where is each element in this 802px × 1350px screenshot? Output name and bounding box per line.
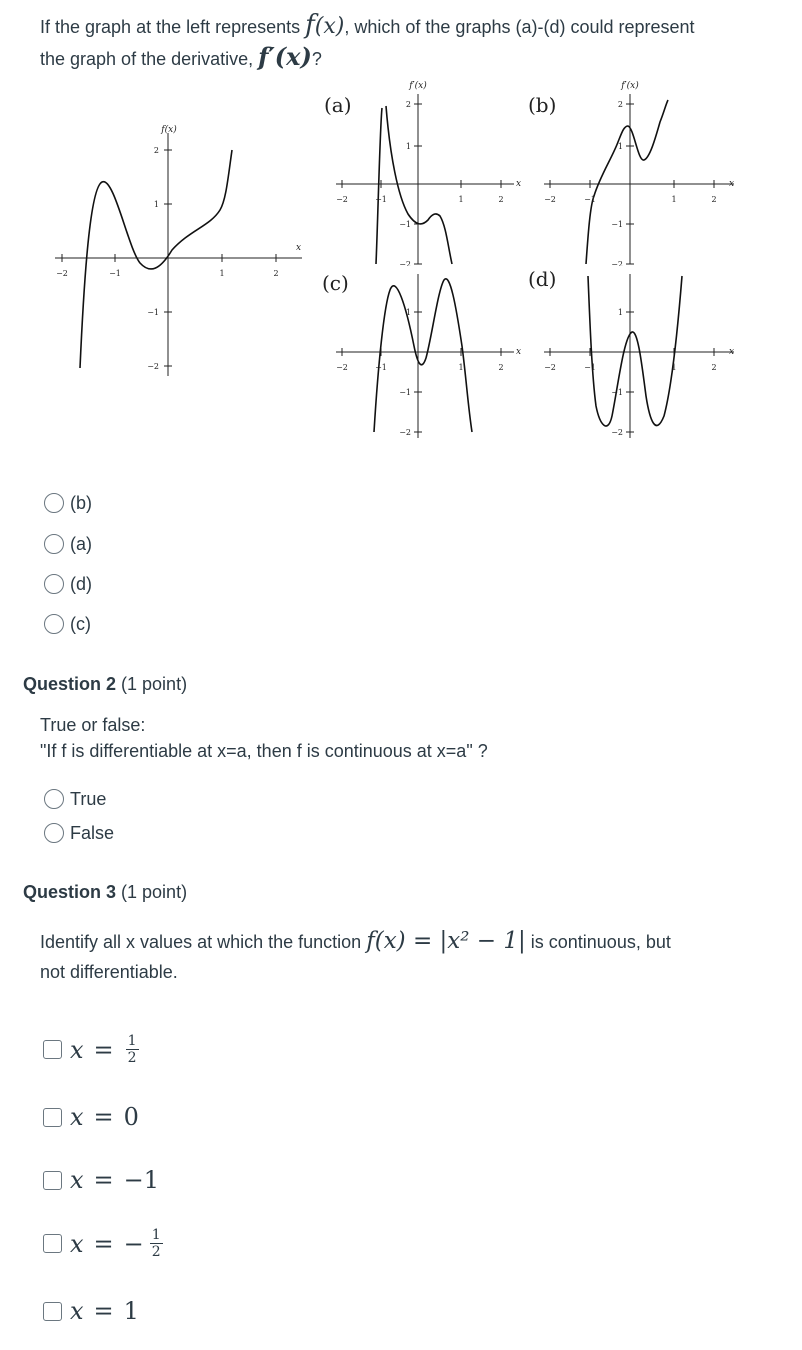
- option-variable: x: [70, 1035, 84, 1064]
- q2-prompt-line2: "If f is differentiable at x=a, then f is continuous at x=a" ?: [40, 741, 488, 761]
- tick-label: 2: [273, 269, 279, 278]
- option-variable: x: [70, 1166, 84, 1194]
- radio-button[interactable]: [44, 789, 64, 809]
- option-sign: −: [123, 1229, 144, 1258]
- tick-label: −1: [147, 308, 159, 317]
- option-value: 1: [123, 1297, 139, 1325]
- tick-label: −1: [611, 388, 623, 397]
- fraction-denominator: 2: [127, 1050, 137, 1066]
- option-fraction: [150, 1228, 163, 1259]
- graph-d-xlabel: x: [729, 347, 735, 357]
- graph-b-ylabel: f′(x): [621, 81, 639, 91]
- option-fraction: [126, 1034, 139, 1065]
- x-axis-label: x: [296, 243, 302, 253]
- question-2-title: Question 2: [23, 674, 117, 694]
- graph-b: [526, 76, 746, 266]
- q3-function-expr: f(x) = |x² − 1|: [366, 928, 526, 954]
- tick-label: −2: [544, 195, 556, 204]
- q1-prompt-fprime: f′(x): [258, 42, 312, 71]
- radio-button[interactable]: [44, 574, 64, 594]
- tick-label: 2: [405, 100, 411, 109]
- tick-label: 1: [405, 308, 411, 317]
- fraction-numerator: 1: [127, 1033, 137, 1049]
- tick-label: 2: [711, 195, 717, 204]
- tick-label: 2: [617, 100, 623, 109]
- q2-prompt-line1: True or false:: [40, 715, 146, 735]
- q1-prompt-text-2: , which of the graphs (a)-(d) could represent: [344, 17, 695, 37]
- graph-b-curve: [586, 100, 668, 264]
- tick-label: −1: [375, 195, 387, 204]
- graph-a-xlabel: x: [516, 179, 522, 189]
- q3-option-x-half[interactable]: [43, 1034, 139, 1065]
- option-value: 0: [123, 1103, 139, 1131]
- question-2-header: [23, 674, 187, 695]
- graph-b-xlabel: x: [729, 179, 735, 189]
- graph-d: [526, 266, 746, 446]
- option-equals: =: [93, 1166, 114, 1194]
- option-label: False: [70, 822, 115, 843]
- tick-label: −2: [336, 363, 348, 372]
- tick-label: −2: [56, 269, 68, 278]
- question-3-points: (1 point): [121, 882, 188, 902]
- option-label: (c): [70, 613, 91, 634]
- option-label: True: [70, 788, 107, 809]
- radio-button[interactable]: [44, 614, 64, 634]
- q1-option-d[interactable]: [44, 571, 92, 597]
- f-curve: [80, 150, 232, 368]
- graph-d-label: (d): [528, 267, 557, 291]
- graph-a-curve: [376, 106, 452, 264]
- tick-label: −2: [399, 260, 411, 266]
- tick-label: 2: [153, 146, 159, 155]
- question-3-prompt: [40, 926, 780, 987]
- q3-option-x-neg-half[interactable]: [43, 1228, 163, 1259]
- question-1-prompt: [40, 10, 780, 74]
- question-3-title: Question 3: [23, 882, 117, 902]
- option-equals: =: [93, 1035, 114, 1064]
- option-label: (a): [70, 533, 92, 554]
- fraction-numerator: 1: [151, 1227, 161, 1243]
- option-label: (d): [70, 573, 92, 594]
- tick-label: 1: [219, 269, 225, 278]
- checkbox[interactable]: [43, 1040, 62, 1059]
- tick-label: 1: [458, 363, 464, 372]
- q2-option-false[interactable]: [44, 820, 114, 846]
- tick-label: 1: [671, 363, 677, 372]
- graph-c-curve: [374, 279, 472, 432]
- option-equals: =: [93, 1229, 114, 1258]
- q1-prompt-end: ?: [311, 49, 322, 69]
- tick-label: −1: [375, 363, 387, 372]
- tick-label: −1: [399, 388, 411, 397]
- tick-label: −1: [584, 195, 596, 204]
- tick-label: −2: [544, 363, 556, 372]
- tick-label: −2: [399, 428, 411, 437]
- question-2-points: (1 point): [121, 674, 188, 694]
- q3-prompt-text-2: is continuous, but: [530, 932, 671, 952]
- option-variable: x: [70, 1297, 84, 1325]
- graph-c-xlabel: x: [516, 347, 522, 357]
- radio-button[interactable]: [44, 534, 64, 554]
- graph-a-label: (a): [324, 93, 352, 117]
- graph-f-label: f(x): [161, 125, 177, 135]
- q1-prompt-text: If the graph at the left represents: [40, 17, 301, 37]
- option-equals: =: [93, 1103, 114, 1131]
- tick-label: −2: [147, 362, 159, 371]
- q1-option-c[interactable]: [44, 611, 91, 637]
- tick-label: −2: [611, 428, 623, 437]
- tick-label: 1: [617, 142, 623, 151]
- tick-label: 1: [405, 142, 411, 151]
- q2-option-true[interactable]: [44, 786, 106, 812]
- checkbox[interactable]: [43, 1108, 62, 1127]
- q3-option-x-one[interactable]: [43, 1297, 139, 1325]
- graph-f: [40, 118, 320, 383]
- tick-label: 2: [498, 195, 504, 204]
- graph-a-ylabel: f′(x): [409, 81, 427, 91]
- tick-label: −1: [109, 269, 121, 278]
- q1-prompt-line2: the graph of the derivative,: [40, 49, 254, 69]
- tick-label: −2: [336, 195, 348, 204]
- checkbox[interactable]: [43, 1234, 62, 1253]
- tick-label: 2: [498, 363, 504, 372]
- checkbox[interactable]: [43, 1302, 62, 1321]
- option-label: (b): [70, 492, 92, 513]
- fraction-denominator: 2: [151, 1244, 161, 1260]
- q1-option-a[interactable]: [44, 531, 92, 557]
- option-value: −1: [123, 1166, 160, 1194]
- tick-label: 1: [617, 308, 623, 317]
- graph-a: [318, 76, 538, 266]
- tick-label: −1: [584, 363, 596, 372]
- q3-prompt-line2: not differentiable.: [40, 962, 178, 982]
- radio-button[interactable]: [44, 823, 64, 843]
- option-variable: x: [70, 1103, 84, 1131]
- option-equals: =: [93, 1297, 114, 1325]
- q1-prompt-x: (x): [314, 14, 345, 39]
- question-2-prompt: [40, 710, 488, 766]
- checkbox[interactable]: [43, 1171, 62, 1190]
- tick-label: −1: [399, 220, 411, 229]
- q3-prompt-text: Identify all x values at which the function: [40, 932, 362, 952]
- q1-prompt-f: f: [305, 10, 315, 40]
- tick-label: 2: [711, 363, 717, 372]
- option-variable: x: [70, 1229, 84, 1258]
- q3-option-x-zero[interactable]: [43, 1103, 139, 1131]
- radio-button[interactable]: [44, 493, 64, 513]
- tick-label: 1: [458, 195, 464, 204]
- tick-label: 1: [153, 200, 159, 209]
- graph-b-label: (b): [528, 93, 557, 117]
- graph-c: [318, 266, 538, 446]
- q1-option-b[interactable]: [44, 490, 92, 516]
- question-3-header: [23, 882, 187, 903]
- tick-label: −1: [611, 220, 623, 229]
- graph-c-label: (c): [322, 271, 349, 295]
- q3-option-x-neg-one[interactable]: [43, 1166, 159, 1194]
- tick-label: −2: [611, 260, 623, 266]
- graph-d-curve: [588, 276, 682, 426]
- tick-label: 1: [671, 195, 677, 204]
